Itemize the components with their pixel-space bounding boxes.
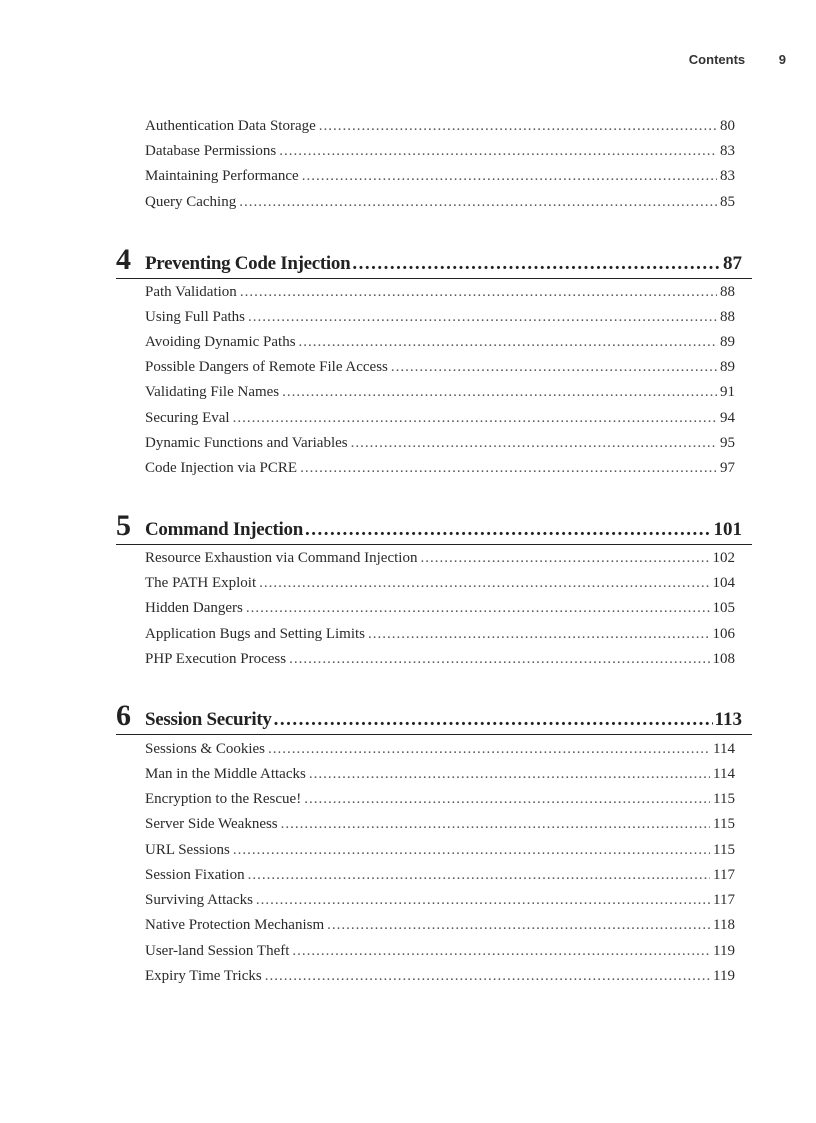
toc-entry-label: Query Caching [145,194,237,210]
toc-entry-page: 119 [713,968,735,984]
toc-entry[interactable] [145,141,735,161]
dot-leader [327,915,710,935]
toc-entry[interactable] [145,941,735,961]
toc-entry-page: 97 [720,460,735,476]
dot-leader [248,865,710,885]
toc-entry[interactable] [145,966,735,986]
toc-entry[interactable] [145,458,735,478]
dot-leader [281,814,710,834]
toc-entry-label: The PATH Exploit [145,575,257,591]
chapter-title: Command Injection [145,519,303,540]
dot-leader [282,382,717,402]
toc-entry-page: 108 [712,651,735,667]
toc-entry-page: 115 [713,791,735,807]
toc-entry-page: 95 [720,435,735,451]
toc-entry[interactable] [145,192,735,212]
dot-leader [391,357,717,377]
toc-entry[interactable] [145,307,735,327]
dot-leader [265,966,710,986]
toc-entry-label: Man in the Middle Attacks [145,766,306,782]
toc-entry-page: 88 [720,284,735,300]
toc-entry-label: Database Permissions [145,143,277,159]
dot-leader [352,250,721,278]
dot-leader [233,840,710,860]
toc-entry[interactable] [145,789,735,809]
dot-leader [309,764,710,784]
toc-entry-label: Validating File Names [145,384,280,400]
header-title: Contents [688,52,746,67]
toc-entry-label: Possible Dangers of Remote File Access [145,359,388,375]
toc-entry-label: Dynamic Functions and Variables [145,435,348,451]
dot-leader [259,573,709,593]
toc-entry[interactable] [145,357,735,377]
toc-entry-page: 114 [713,766,735,782]
toc-entry-label: User-land Session Theft [145,943,290,959]
dot-leader [305,516,712,544]
toc-entry-label: Native Protection Mechanism [145,917,325,933]
dot-leader [420,548,709,568]
toc-entry-page: 118 [713,917,735,933]
chapter-heading-4[interactable] [116,242,752,279]
chapter-title: Session Security [145,709,272,730]
dot-leader [300,458,717,478]
dot-leader [256,890,710,910]
toc-entry-label: Resource Exhaustion via Command Injection [145,550,418,566]
toc-entry-page: 102 [712,550,735,566]
toc-entry-page: 117 [713,892,735,908]
toc-entry-page: 105 [712,600,735,616]
dot-leader [268,739,710,759]
toc-entry-label: Sessions & Cookies [145,741,266,757]
toc-entry-page: 80 [720,118,735,134]
dot-leader [319,116,717,136]
toc-entry-page: 119 [713,943,735,959]
toc-entry[interactable] [145,408,735,428]
dot-leader [304,789,710,809]
toc-entry-label: Encryption to the Rescue! [145,791,302,807]
toc-entry-label: Hidden Dangers [145,600,243,616]
dot-leader [302,166,717,186]
chapter-page: 113 [714,709,742,730]
toc-entry[interactable] [145,890,735,910]
chapter-page: 87 [723,253,742,274]
toc-entry-label: URL Sessions [145,842,230,858]
toc-entry-label: Server Side Weakness [145,816,278,832]
toc-entry-label: Using Full Paths [145,309,246,325]
toc-entry[interactable] [145,166,735,186]
toc-entry-label: PHP Execution Process [145,651,287,667]
dot-leader [279,141,717,161]
toc-entry[interactable] [145,764,735,784]
header-page-number: 9 [778,52,786,67]
toc-entry[interactable] [145,548,735,568]
dot-leader [368,624,710,644]
chapter-number: 5 [116,509,131,542]
dot-leader [248,307,717,327]
dot-leader [274,706,713,734]
toc-entry-page: 106 [712,626,735,642]
toc-entry-page: 115 [713,842,735,858]
dot-leader [246,598,710,618]
chapter-heading-6[interactable] [116,698,752,735]
toc-entry-label: Avoiding Dynamic Paths [145,334,296,350]
toc-entry-page: 89 [720,359,735,375]
dot-leader [292,941,710,961]
toc-entry-label: Maintaining Performance [145,168,299,184]
toc-entry-page: 104 [712,575,735,591]
chapter-number: 4 [116,243,131,276]
dot-leader [239,192,717,212]
toc-entry-page: 83 [720,143,735,159]
toc-entry[interactable] [145,840,735,860]
dot-leader [240,282,717,302]
chapter-heading-5[interactable] [116,508,752,545]
toc-entry[interactable] [145,739,735,759]
toc-entry[interactable] [145,624,735,644]
toc-entry-page: 85 [720,194,735,210]
toc-entry[interactable] [145,332,735,352]
chapter-number: 6 [116,699,131,732]
toc-entry[interactable] [145,649,735,669]
toc-entry[interactable] [145,573,735,593]
toc-entry[interactable] [145,382,735,402]
toc-entry-page: 115 [713,816,735,832]
toc-entry-page: 88 [720,309,735,325]
toc-entry-label: Securing Eval [145,410,230,426]
toc-entry-label: Expiry Time Tricks [145,968,262,984]
toc-entry[interactable] [145,865,735,885]
toc-entry-page: 83 [720,168,735,184]
toc-entry[interactable] [145,915,735,935]
toc-entry[interactable] [145,116,735,136]
toc-entry-page: 94 [720,410,735,426]
toc-entry-label: Session Fixation [145,867,245,883]
chapter-page: 101 [713,519,742,540]
toc-entry-page: 89 [720,334,735,350]
chapter-title: Preventing Code Injection [145,253,351,274]
toc-entry-label: Authentication Data Storage [145,118,316,134]
toc-entry-label: Surviving Attacks [145,892,253,908]
dot-leader [233,408,717,428]
toc-entry[interactable] [145,598,735,618]
toc-entry-label: Application Bugs and Setting Limits [145,626,365,642]
dot-leader [299,332,717,352]
dot-leader [351,433,717,453]
toc-entry[interactable] [145,433,735,453]
toc-entry-page: 117 [713,867,735,883]
toc-entry-page: 114 [713,741,735,757]
running-header [689,52,786,67]
toc-entry-label: Code Injection via PCRE [145,460,298,476]
toc-entry-label: Path Validation [145,284,237,300]
toc-entry[interactable] [145,282,735,302]
dot-leader [289,649,709,669]
toc-entry[interactable] [145,814,735,834]
toc-entry-page: 91 [720,384,735,400]
